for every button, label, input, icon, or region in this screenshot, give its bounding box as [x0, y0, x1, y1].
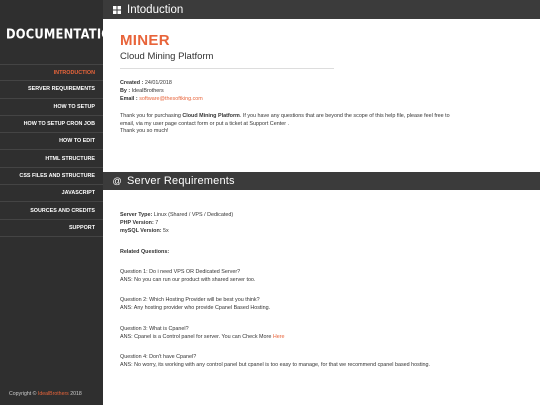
created-row — [120, 80, 172, 86]
sidebar-item-sources-and-credits[interactable]: SOURCES AND CREDITS — [0, 202, 103, 219]
php-value: 7 — [155, 220, 159, 226]
sidebar-item-server-requirements[interactable]: SERVER REQUIREMENTS — [0, 81, 103, 98]
thanks-line-1 — [120, 113, 450, 121]
server-type-row — [120, 212, 233, 218]
sidebar-item-html-structure[interactable]: HTML STRUCTURE — [0, 150, 103, 167]
copyright — [9, 391, 82, 397]
sidebar-nav — [0, 64, 103, 237]
server-requirements-title: Server Requirements — [127, 175, 235, 187]
answer-1: ANS: No you can run our product with shared server too. — [120, 277, 256, 283]
answer-2: ANS: Any hosting provider who provide Cpanel Based Hosting. — [120, 305, 271, 311]
sidebar-item-how-to-setup[interactable]: HOW TO SETUP — [0, 99, 103, 116]
created-label: Created : — [120, 80, 144, 86]
at-icon: @ — [112, 176, 122, 186]
logo: DOCUMENTATION — [6, 26, 122, 43]
server-requirements-header — [103, 172, 540, 190]
server-type-value: Linux (Shared / VPS / Dedicated) — [153, 212, 234, 218]
answer-3-text: ANS: Cpanel is a Control panel for server. You can Check More — [120, 334, 272, 340]
main-content — [103, 0, 540, 405]
by-row — [120, 88, 164, 94]
thanks-paragraph — [120, 113, 450, 136]
question-1: Question 1: Do i need VPS OR Dedicated Server? — [120, 269, 241, 275]
sidebar-item-support[interactable]: SUPPORT — [0, 220, 103, 237]
mysql-value: 5x — [163, 228, 169, 234]
php-label: PHP Version: — [120, 220, 154, 226]
question-3: Question 3: What is Cpanel? — [120, 326, 189, 332]
sidebar-item-javascript[interactable]: JAVASCRIPT — [0, 185, 103, 202]
mysql-row — [120, 228, 169, 234]
sidebar-item-how-to-edit[interactable]: HOW TO EDIT — [0, 133, 103, 150]
copyright-brand-link[interactable]: IdealBrothers — [37, 391, 69, 397]
related-questions-title — [120, 249, 169, 255]
related-title: Related Questions: — [120, 249, 170, 255]
email-link[interactable]: software@thesoftking.com — [139, 96, 203, 102]
window-icon — [113, 6, 121, 14]
divider — [120, 68, 334, 69]
php-row — [120, 220, 158, 226]
mysql-label: mySQL Version: — [120, 228, 162, 234]
thanks-pre: Thank you for purchasing — [120, 113, 181, 119]
created-value: 24/01/2018 — [144, 80, 172, 86]
email-label: Email : — [120, 96, 138, 102]
thanks-line-2: email, via my user page contact form or put a ticket at Support Center . — [120, 120, 289, 127]
answer-3 — [120, 334, 285, 340]
sidebar-item-css-files[interactable]: CSS FILES AND STRUCTURE — [0, 168, 103, 185]
question-2: Question 2: Which Hosting Provider will be best you think? — [120, 297, 260, 303]
server-type-label: Server Type: — [120, 212, 153, 218]
copyright-year: 2018 — [70, 391, 82, 397]
by-value: IdealBrothers — [131, 88, 164, 94]
introduction-header — [103, 0, 540, 19]
thanks-line-3: Thank you so much! — [120, 128, 169, 135]
answer-4: ANS: No worry, its working with any control panel but cpanel is too easy to manage, for that we recommend cpanel based hosting. — [120, 362, 431, 368]
product-subtitle: Cloud Mining Platform — [120, 51, 214, 62]
sidebar-item-how-to-setup-cron-job[interactable]: HOW TO SETUP CRON JOB — [0, 116, 103, 133]
question-4: Question 4: Don't have Cpanel? — [120, 354, 197, 360]
introduction-title: Intoduction — [127, 3, 184, 16]
by-label: By : — [120, 88, 131, 94]
thanks-post: . If you have any questions that are beyond the scope of this help file, please feel free to — [239, 113, 450, 119]
sidebar — [0, 0, 122, 405]
cpanel-here-link[interactable]: Here — [272, 334, 285, 340]
thanks-product: Cloud Mining Platform — [182, 113, 240, 119]
email-row — [120, 96, 203, 102]
copyright-prefix: Copyright © — [9, 391, 37, 397]
product-name: MINER — [120, 32, 170, 49]
sidebar-item-introduction[interactable]: INTRODUCTION — [0, 64, 103, 81]
